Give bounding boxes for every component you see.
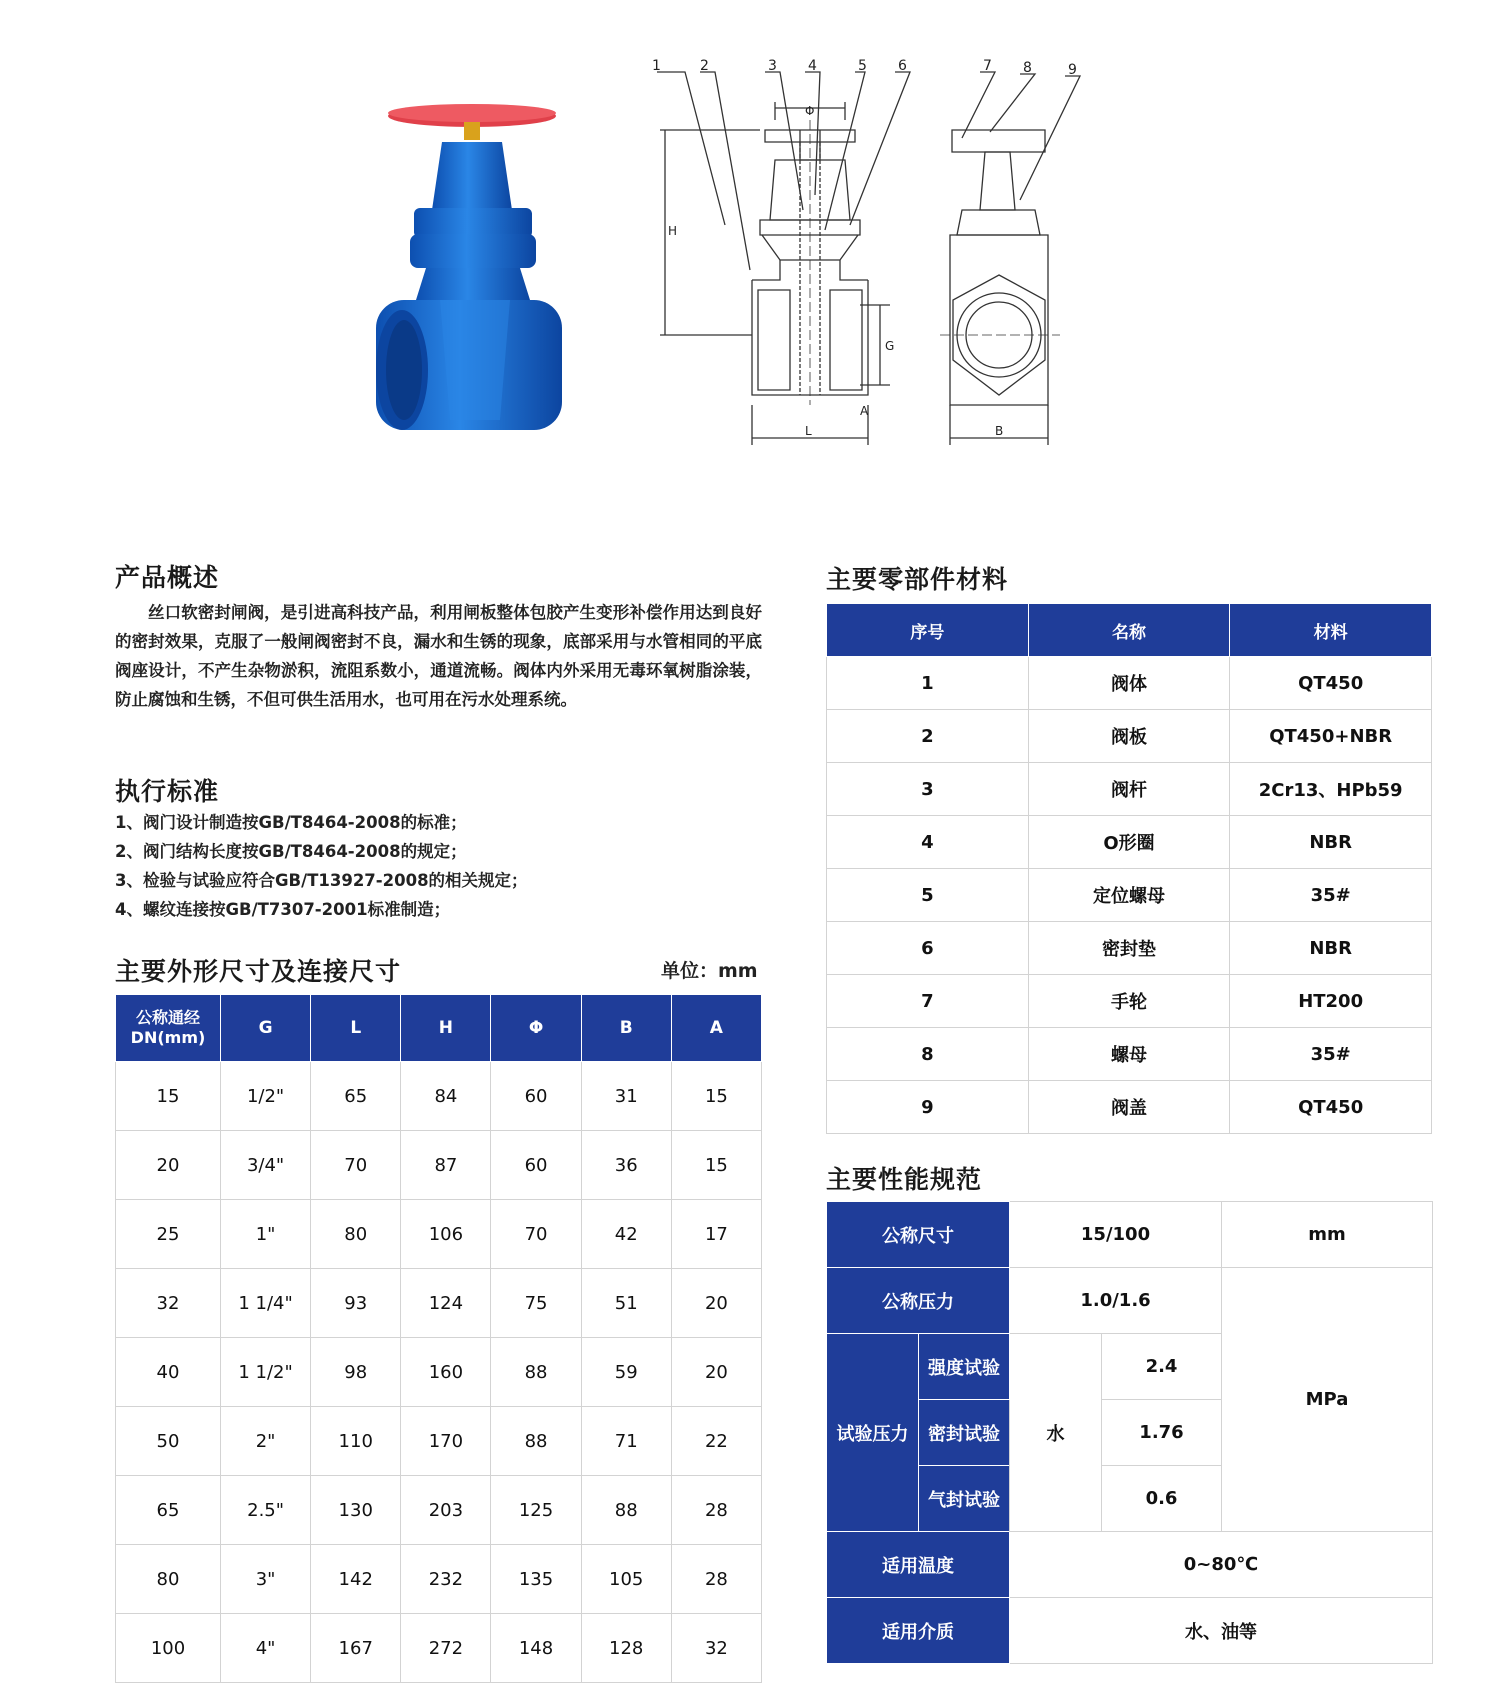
table-cell: 50: [116, 1407, 221, 1476]
dimension-row: [116, 1131, 762, 1200]
materials-title: 主要零部件材料: [826, 565, 1009, 594]
table-cell: 130: [311, 1476, 401, 1545]
table-cell: 40: [116, 1338, 221, 1407]
table-cell: 1: [827, 657, 1029, 710]
table-cell: 9: [827, 1081, 1029, 1134]
table-cell: 3: [827, 763, 1029, 816]
table-cell: 135: [491, 1545, 581, 1614]
table-cell: 65: [311, 1062, 401, 1131]
table-cell: 98: [311, 1338, 401, 1407]
table-cell: 20: [671, 1338, 761, 1407]
table-cell: 32: [671, 1614, 761, 1683]
table-cell: 31: [581, 1062, 671, 1131]
overview-text: 丝口软密封闸阀，是引进高科技产品，利用闸板整体包胶产生变形补偿作用达到良好的密封效果，克服了一般闸阀密封不良，漏水和生锈的现象，底部采用与水管相同的平底阀座设计，不产生杂物淤积，流阻系数小，通道流畅。阀体内外采用无毒环氧树脂涂装，防止腐蚀和生锈，不但可供生活用水，也可用在污水处理系统。: [115, 603, 762, 709]
table-cell: 32: [116, 1269, 221, 1338]
materials-table-body: [827, 657, 1432, 1134]
table-cell: 15: [671, 1062, 761, 1131]
col-header-name: 名称: [1028, 604, 1230, 657]
nominal-pressure-label: 公称压力: [827, 1268, 1010, 1334]
table-cell: 71: [581, 1407, 671, 1476]
table-cell: 124: [401, 1269, 491, 1338]
dimensions-table: [115, 994, 762, 1683]
callout-3: 3: [768, 58, 777, 74]
standard-item: 4、螺纹连接按GB/T7307-2001标准制造；: [115, 900, 451, 919]
table-cell: 80: [311, 1200, 401, 1269]
table-cell: 80: [116, 1545, 221, 1614]
callout-7: 7: [983, 58, 992, 74]
table-cell: 88: [581, 1476, 671, 1545]
dim-h: H: [668, 224, 678, 238]
standard-item: 2、阀门结构长度按GB/T8464-2008的规定；: [115, 842, 467, 861]
unit-label: 单位：mm: [661, 960, 758, 982]
callout-9: 9: [1068, 62, 1077, 78]
standards-list: [115, 808, 765, 924]
callout-6: 6: [898, 58, 907, 74]
table-cell: 阀盖: [1028, 1081, 1230, 1134]
seal-test-label: 密封试验: [919, 1400, 1010, 1466]
col-header-a: A: [671, 995, 761, 1062]
table-cell: 4": [221, 1614, 311, 1683]
col-header-phi: Φ: [491, 995, 581, 1062]
table-cell: 60: [491, 1131, 581, 1200]
table-cell: 28: [671, 1545, 761, 1614]
performance-table: [826, 1201, 1433, 1664]
strength-test-label: 强度试验: [919, 1334, 1010, 1400]
dim-b: B: [995, 424, 1004, 438]
table-cell: 35#: [1230, 1028, 1432, 1081]
technical-drawing: [652, 58, 1110, 500]
dimension-row: [116, 1338, 762, 1407]
pressure-unit: MPa: [1222, 1268, 1433, 1532]
standard-item: 3、检验与试验应符合GB/T13927-2008的相关规定；: [115, 871, 528, 890]
callout-4: 4: [808, 58, 817, 74]
table-cell: 手轮: [1028, 975, 1230, 1028]
table-cell: 84: [401, 1062, 491, 1131]
dimension-row: [116, 1614, 762, 1683]
table-cell: 87: [401, 1131, 491, 1200]
dim-g: G: [885, 339, 895, 353]
table-cell: QT450+NBR: [1230, 710, 1432, 763]
nominal-pressure-value: 1.0/1.6: [1010, 1268, 1222, 1334]
standards-title: 执行标准: [115, 777, 220, 806]
table-cell: 167: [311, 1614, 401, 1683]
table-cell: 2": [221, 1407, 311, 1476]
material-row: [827, 1081, 1432, 1134]
table-cell: 阀体: [1028, 657, 1230, 710]
air-test-label: 气封试验: [919, 1466, 1010, 1532]
table-cell: QT450: [1230, 657, 1432, 710]
callout-1: 1: [652, 58, 661, 74]
table-cell: 25: [116, 1200, 221, 1269]
table-cell: 6: [827, 922, 1029, 975]
callout-5: 5: [858, 58, 867, 74]
dim-a: A: [860, 404, 869, 418]
table-cell: 70: [311, 1131, 401, 1200]
product-photo: [370, 100, 570, 475]
table-cell: 1 1/4": [221, 1269, 311, 1338]
table-cell: 160: [401, 1338, 491, 1407]
callout-8: 8: [1023, 60, 1032, 76]
table-cell: 15: [671, 1131, 761, 1200]
table-cell: O形圈: [1028, 816, 1230, 869]
material-row: [827, 763, 1432, 816]
table-cell: 125: [491, 1476, 581, 1545]
table-cell: 8: [827, 1028, 1029, 1081]
table-cell: 93: [311, 1269, 401, 1338]
material-row: [827, 869, 1432, 922]
table-cell: 3": [221, 1545, 311, 1614]
dimensions-table-body: [116, 1062, 762, 1683]
material-row: [827, 657, 1432, 710]
table-cell: 螺母: [1028, 1028, 1230, 1081]
col-header-index: 序号: [827, 604, 1029, 657]
table-cell: NBR: [1230, 922, 1432, 975]
temperature-value: 0~80℃: [1010, 1532, 1433, 1598]
col-header-g: G: [221, 995, 311, 1062]
standard-item: 1、阀门设计制造按GB/T8464-2008的标准；: [115, 813, 467, 832]
material-row: [827, 710, 1432, 763]
seal-test-value: 1.76: [1102, 1400, 1222, 1466]
dimensions-title: 主要外形尺寸及连接尺寸: [115, 957, 402, 986]
table-cell: 232: [401, 1545, 491, 1614]
table-cell: 3/4": [221, 1131, 311, 1200]
table-cell: 1/2": [221, 1062, 311, 1131]
table-cell: 7: [827, 975, 1029, 1028]
table-cell: 100: [116, 1614, 221, 1683]
table-cell: 20: [116, 1131, 221, 1200]
material-row: [827, 922, 1432, 975]
table-cell: 2: [827, 710, 1029, 763]
col-header-b: B: [581, 995, 671, 1062]
materials-table: [826, 603, 1432, 1134]
test-pressure-label: 试验压力: [827, 1334, 919, 1532]
table-cell: 20: [671, 1269, 761, 1338]
col-header-material: 材料: [1230, 604, 1432, 657]
material-row: [827, 816, 1432, 869]
table-cell: 15: [116, 1062, 221, 1131]
table-cell: 110: [311, 1407, 401, 1476]
table-cell: HT200: [1230, 975, 1432, 1028]
table-cell: 203: [401, 1476, 491, 1545]
dimension-row: [116, 1545, 762, 1614]
dimension-row: [116, 1407, 762, 1476]
performance-title: 主要性能规范: [826, 1165, 983, 1194]
table-cell: 148: [491, 1614, 581, 1683]
table-cell: 42: [581, 1200, 671, 1269]
dim-l: L: [805, 424, 812, 438]
nominal-size-value: 15/100: [1010, 1202, 1222, 1268]
table-cell: 51: [581, 1269, 671, 1338]
callout-2: 2: [700, 58, 709, 74]
air-test-value: 0.6: [1102, 1466, 1222, 1532]
table-cell: 65: [116, 1476, 221, 1545]
col-header-l: L: [311, 995, 401, 1062]
dimension-row: [116, 1476, 762, 1545]
table-cell: 142: [311, 1545, 401, 1614]
medium-label: 适用介质: [827, 1598, 1010, 1664]
medium-water: 水: [1010, 1334, 1102, 1532]
temperature-label: 适用温度: [827, 1532, 1010, 1598]
table-cell: 128: [581, 1614, 671, 1683]
table-cell: 28: [671, 1476, 761, 1545]
table-cell: 阀板: [1028, 710, 1230, 763]
nominal-size-unit: mm: [1222, 1202, 1433, 1268]
table-cell: 阀杆: [1028, 763, 1230, 816]
overview-title: 产品概述: [115, 563, 220, 592]
table-cell: 2Cr13、HPb59: [1230, 763, 1432, 816]
table-cell: 59: [581, 1338, 671, 1407]
table-cell: 60: [491, 1062, 581, 1131]
table-cell: 88: [491, 1338, 581, 1407]
table-cell: QT450: [1230, 1081, 1432, 1134]
table-cell: 272: [401, 1614, 491, 1683]
dim-phi: Φ: [805, 104, 815, 118]
table-cell: 170: [401, 1407, 491, 1476]
dimension-row: [116, 1062, 762, 1131]
dimension-row: [116, 1269, 762, 1338]
strength-test-value: 2.4: [1102, 1334, 1222, 1400]
table-cell: 35#: [1230, 869, 1432, 922]
table-cell: 88: [491, 1407, 581, 1476]
table-cell: 5: [827, 869, 1029, 922]
material-row: [827, 975, 1432, 1028]
table-cell: NBR: [1230, 816, 1432, 869]
table-cell: 2.5": [221, 1476, 311, 1545]
table-cell: 17: [671, 1200, 761, 1269]
material-row: [827, 1028, 1432, 1081]
table-cell: 22: [671, 1407, 761, 1476]
table-cell: 36: [581, 1131, 671, 1200]
nominal-size-label: 公称尺寸: [827, 1202, 1010, 1268]
table-cell: 1 1/2": [221, 1338, 311, 1407]
table-cell: 106: [401, 1200, 491, 1269]
table-cell: 70: [491, 1200, 581, 1269]
table-cell: 75: [491, 1269, 581, 1338]
table-cell: 定位螺母: [1028, 869, 1230, 922]
col-header-h: H: [401, 995, 491, 1062]
table-cell: 4: [827, 816, 1029, 869]
medium-value: 水、油等: [1010, 1598, 1433, 1664]
table-cell: 1": [221, 1200, 311, 1269]
dimension-row: [116, 1200, 762, 1269]
table-cell: 105: [581, 1545, 671, 1614]
table-cell: 密封垫: [1028, 922, 1230, 975]
col-header-dn: 公称通经DN(mm): [116, 995, 221, 1062]
